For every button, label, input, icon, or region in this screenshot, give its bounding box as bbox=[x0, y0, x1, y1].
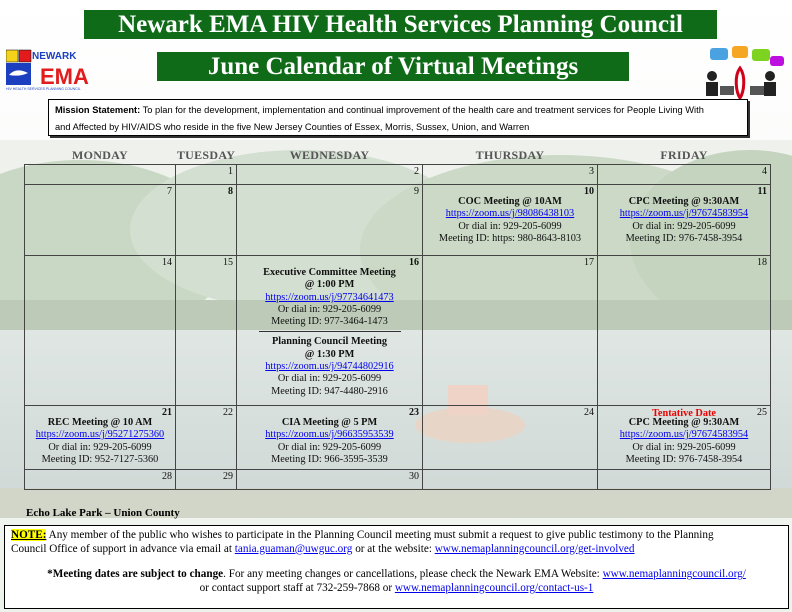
event-dial-in: Or dial in: 929-205-6099 bbox=[458, 220, 562, 232]
date-number: 30 bbox=[409, 471, 419, 482]
event-title: Planning Council Meeting bbox=[272, 336, 387, 348]
divider bbox=[259, 331, 401, 332]
date-number: 3 bbox=[589, 166, 594, 177]
calendar-cell bbox=[25, 165, 176, 185]
tentative-date-label: Tentative Date bbox=[652, 408, 716, 419]
website-link[interactable]: www.nemaplanningcouncil.org/ bbox=[602, 568, 746, 581]
event-title: CIA Meeting @ 5 PM bbox=[281, 417, 378, 428]
calendar-cell bbox=[423, 256, 598, 406]
event-dial-in: Or dial in: 929-205-6099 bbox=[277, 373, 382, 385]
event-time: @ 1:00 PM bbox=[304, 279, 355, 291]
calendar-cell bbox=[598, 406, 771, 470]
people-chat-icon bbox=[700, 46, 786, 101]
calendar-cell bbox=[25, 406, 176, 470]
mission-text-2: and Affected by HIV/AIDS who reside in the five New Jersey Counties of Essex, Morris, Sussex, Union, and Warren bbox=[55, 122, 530, 132]
calendar-cell bbox=[25, 470, 176, 490]
day-header-wednesday: WEDNESDAY bbox=[289, 147, 370, 162]
newark-ema-logo bbox=[6, 47, 90, 91]
day-header-friday: FRIDAY bbox=[660, 147, 708, 162]
calendar-cell bbox=[598, 165, 771, 185]
rec-meeting-event bbox=[25, 406, 175, 466]
event-title: COC Meeting @ 10AM bbox=[458, 196, 562, 207]
date-number: 29 bbox=[223, 471, 233, 482]
calendar-cell bbox=[25, 185, 176, 256]
event-title: CPC Meeting @ 9:30AM bbox=[628, 196, 740, 207]
calendar-cell bbox=[176, 185, 237, 256]
zoom-link[interactable]: https://zoom.us/j/95271275360 bbox=[35, 429, 165, 441]
event-dial-in: Or dial in: 929-205-6099 bbox=[632, 220, 736, 232]
note-label: NOTE: bbox=[11, 529, 47, 541]
date-number: 17 bbox=[584, 257, 594, 268]
calendar-cell bbox=[598, 256, 771, 406]
event-meeting-id: Meeting ID: 966-3595-3539 bbox=[271, 453, 388, 465]
email-link[interactable]: tania.guaman@uwguc.org bbox=[234, 542, 353, 555]
event-dial-in: Or dial in: 929-205-6099 bbox=[277, 441, 382, 453]
calendar-cell bbox=[237, 185, 423, 256]
date-number: 2 bbox=[414, 166, 419, 177]
calendar-cell bbox=[598, 185, 771, 256]
calendar-cell bbox=[237, 470, 423, 490]
zoom-link[interactable]: https://zoom.us/j/96635953539 bbox=[265, 429, 394, 441]
coc-meeting-event bbox=[423, 185, 597, 245]
cia-meeting-event bbox=[237, 406, 422, 466]
date-number: 22 bbox=[223, 407, 233, 418]
zoom-link[interactable]: https://zoom.us/j/97674583954 bbox=[619, 429, 749, 441]
note-box: NOTE: Any member of the public who wishes to participate in the Planning Council meeting must submit a request to give public testimony to the Planning Council Office of support in advance via email at tania.guaman@uwguc.org or at the website: www.nemaplanningcouncil.org/get-involved *Meeting dates are subject to change. For any meeting changes or cancellations, please check the Newark EMA Website: www.nemaplanningcouncil.org/ or contact support staff at 732-259-7868 or www.nemaplanningcouncil.org/contact-us-1 bbox=[4, 525, 789, 609]
date-number: 23 bbox=[409, 407, 419, 418]
note-text: Any member of the public who wishes to participate in the Planning Council meeting must submit a request to give public testimony to the Planning bbox=[46, 529, 714, 541]
get-involved-link[interactable]: www.nemaplanningcouncil.org/get-involved bbox=[434, 542, 635, 555]
date-number: 18 bbox=[757, 257, 767, 268]
calendar-cell bbox=[598, 470, 771, 490]
mission-statement bbox=[48, 99, 748, 136]
executive-committee-event bbox=[237, 256, 422, 398]
page-subtitle: June Calendar of Virtual Meetings bbox=[157, 52, 629, 81]
date-number: 8 bbox=[228, 186, 233, 197]
date-number: 14 bbox=[162, 257, 172, 268]
calendar-cell bbox=[423, 165, 598, 185]
date-number: 16 bbox=[409, 257, 419, 268]
mission-label: Mission Statement: bbox=[55, 105, 141, 115]
calendar-cell bbox=[423, 470, 598, 490]
page-title: Newark EMA HIV Health Services Planning Council bbox=[84, 10, 717, 39]
zoom-link[interactable]: https://zoom.us/j/98086438103 bbox=[445, 208, 575, 220]
svg-text:NEWARK: NEWARK bbox=[32, 51, 77, 62]
calendar-cell bbox=[237, 256, 423, 406]
mission-text-1: To plan for the development, implementation and continual improvement of the health care and treatment services for People Living With bbox=[142, 105, 704, 115]
cpc-meeting-event bbox=[598, 185, 770, 245]
event-meeting-id: Meeting ID: 947-4480-2916 bbox=[271, 385, 388, 397]
event-dial-in: Or dial in: 929-205-6099 bbox=[48, 441, 152, 453]
event-dial-in: Or dial in: 929-205-6099 bbox=[632, 441, 736, 453]
event-meeting-id: Meeting ID: 976-7458-3954 bbox=[625, 453, 743, 465]
calendar-cell bbox=[176, 256, 237, 406]
event-meeting-id: Meeting ID: 976-7458-3954 bbox=[625, 232, 743, 244]
event-meeting-id: Meeting ID: 952-7127-5360 bbox=[41, 453, 159, 465]
photo-caption: Echo Lake Park – Union County bbox=[26, 507, 180, 519]
change-notice: *Meeting dates are subject to change bbox=[47, 568, 224, 581]
day-header-tuesday: TUESDAY bbox=[176, 147, 236, 162]
date-number: 7 bbox=[167, 186, 172, 197]
calendar-cell bbox=[25, 256, 176, 406]
contact-us-link[interactable]: www.nemaplanningcouncil.org/contact-us-1 bbox=[394, 581, 594, 594]
calendar-cell bbox=[237, 165, 423, 185]
calendar-table bbox=[24, 146, 771, 490]
zoom-link[interactable]: https://zoom.us/j/94744802916 bbox=[265, 361, 394, 373]
date-number: 24 bbox=[584, 407, 594, 418]
date-number: 15 bbox=[223, 257, 233, 268]
event-dial-in: Or dial in: 929-205-6099 bbox=[277, 303, 382, 315]
event-meeting-id: Meeting ID: 977-3464-1473 bbox=[271, 316, 388, 328]
event-title: Executive Committee Meeting bbox=[263, 267, 396, 278]
date-number: 21 bbox=[162, 407, 172, 418]
date-number: 11 bbox=[757, 186, 767, 197]
day-header-thursday: THURSDAY bbox=[475, 147, 545, 162]
zoom-link[interactable]: https://zoom.us/j/97734641473 bbox=[265, 291, 394, 303]
zoom-link[interactable]: https://zoom.us/j/97674583954 bbox=[619, 208, 749, 220]
calendar-cell bbox=[423, 406, 598, 470]
calendar-cell bbox=[237, 406, 423, 470]
svg-text:HIV HEALTH SERVICES PLANNING C: HIV HEALTH SERVICES PLANNING COUNCIL bbox=[6, 87, 81, 91]
event-title: REC Meeting @ 10 AM bbox=[47, 417, 153, 428]
event-title: CPC Meeting @ 9:30AM bbox=[628, 417, 740, 428]
date-number: 4 bbox=[762, 166, 767, 177]
date-number: 1 bbox=[228, 166, 233, 177]
event-time: @ 1:30 PM bbox=[304, 348, 355, 360]
date-number: 28 bbox=[162, 471, 172, 482]
event-meeting-id: Meeting ID: https: 980-8643-8103 bbox=[438, 232, 582, 244]
svg-text:EMA: EMA bbox=[40, 64, 89, 89]
day-header-monday: MONDAY bbox=[71, 147, 129, 162]
date-number: 9 bbox=[414, 186, 419, 197]
calendar-cell bbox=[176, 165, 237, 185]
calendar-cell bbox=[423, 185, 598, 256]
calendar-cell bbox=[176, 470, 237, 490]
date-number: 10 bbox=[584, 186, 594, 197]
calendar-cell bbox=[176, 406, 237, 470]
date-number: 25 bbox=[757, 407, 767, 418]
